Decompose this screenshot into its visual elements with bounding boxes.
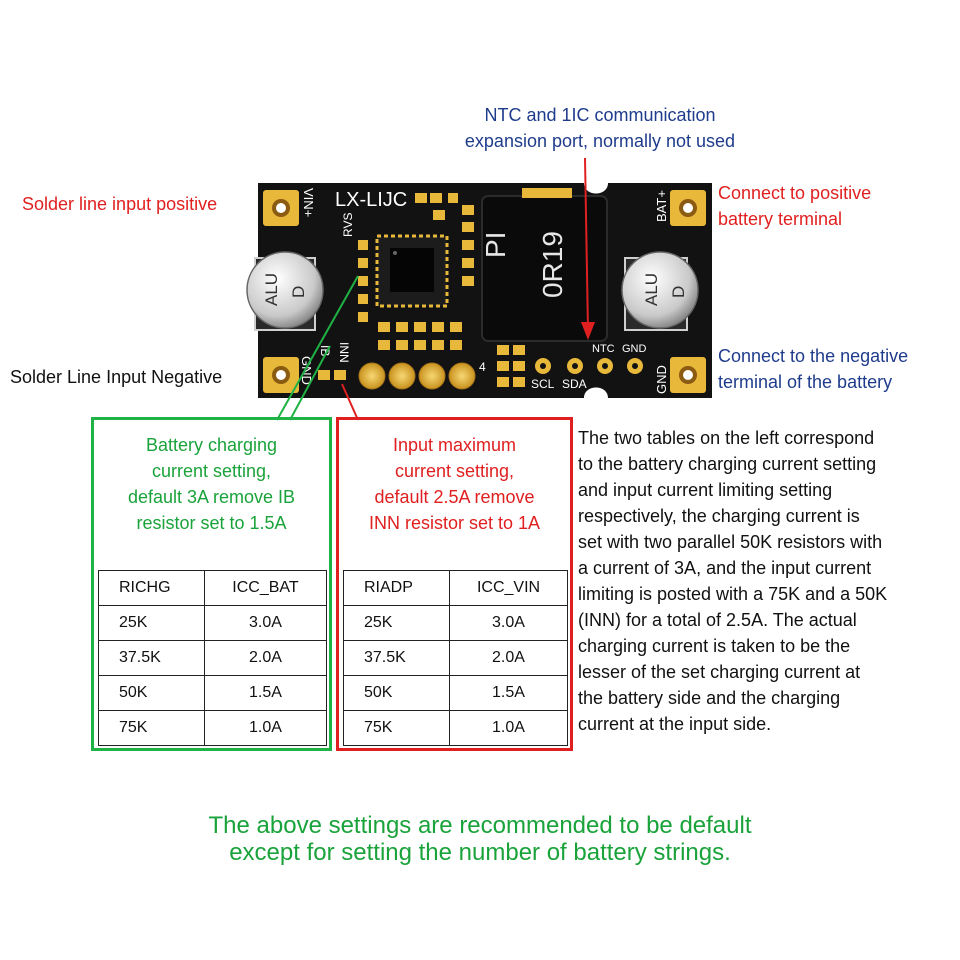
vin-pad [263, 190, 299, 226]
scl-pad-label: SCL [531, 377, 555, 391]
inductor-label-1: PI [480, 231, 511, 258]
input-title-line-4: INN resistor set to 1A [368, 513, 541, 533]
table-cell: 25K [344, 606, 450, 641]
description-line: lesser of the set charging current at [578, 662, 861, 682]
input-box-title [339, 432, 570, 536]
gnd-pad-label: GND [622, 343, 647, 355]
table-cell: 1.5A [450, 676, 568, 711]
vin-plus-label: VIN+ [301, 188, 316, 218]
description-line: (INN) for a total of 2.5A. The actual [578, 610, 857, 630]
header-cell: RIADP [344, 571, 450, 606]
table-cell: 3.0A [450, 606, 568, 641]
num-4-label: 4 [479, 360, 486, 374]
header-cell: ICC_BAT [205, 571, 327, 606]
inductor-label-2: 0R19 [537, 231, 568, 298]
rvs-label: RVS [341, 212, 355, 237]
table-cell: 37.5K [344, 641, 450, 676]
ntc-pad-label: NTC [592, 343, 615, 355]
charging-current-table [98, 570, 327, 746]
charging-title-line-2: current setting, [151, 461, 272, 481]
description-line: The two tables on the left correspond [578, 428, 875, 448]
table-row [344, 711, 568, 746]
battery-negative-line-2: terminal of the battery [718, 372, 893, 392]
table-cell: 25K [99, 606, 205, 641]
bat-plus-label: BAT+ [654, 190, 669, 222]
gnd-pad-left [263, 357, 299, 393]
ntc-port-line-2: expansion port, normally not used [464, 131, 736, 151]
input-positive-annotation: Solder line input positive [22, 194, 218, 214]
description-line: charging current is taken to be the [578, 636, 851, 656]
table-cell: 1.0A [205, 711, 327, 746]
ic-chip [377, 236, 447, 306]
table-cell: 75K [344, 711, 450, 746]
table-row [344, 641, 568, 676]
table-cell: 1.5A [205, 676, 327, 711]
description-line: set with two parallel 50K resistors with [578, 532, 883, 552]
table-cell: 2.0A [205, 641, 327, 676]
inn-label: INN [337, 342, 351, 363]
description-paragraph [578, 425, 950, 737]
input-current-box [336, 417, 573, 751]
gnd-right-label: GND [654, 365, 669, 394]
battery-negative-line-1: Connect to the negative [718, 346, 909, 366]
input-negative-annotation: Solder Line Input Negative [10, 367, 223, 387]
table-header-row [99, 571, 327, 606]
footer-line-1: The above settings are recommended to be default [208, 812, 752, 839]
table-row [344, 606, 568, 641]
table-row [344, 676, 568, 711]
description-line: current at the input side. [578, 714, 772, 734]
table-cell: 50K [99, 676, 205, 711]
table-cell: 3.0A [205, 606, 327, 641]
table-cell: 75K [99, 711, 205, 746]
table-header-row [344, 571, 568, 606]
gnd-pad-right [670, 357, 706, 393]
header-cell: ICC_VIN [450, 571, 568, 606]
charging-title-line-3: default 3A remove IB [127, 487, 296, 507]
ib-label: IB [318, 345, 332, 357]
cap-left-label-2: D [289, 285, 308, 298]
battery-positive-line-2: battery terminal [718, 209, 843, 229]
input-title-line-1: Input maximum [392, 435, 517, 455]
description-line: a current of 3A, and the input current [578, 558, 872, 578]
table-cell: 1.0A [450, 711, 568, 746]
ntc-port-line-1: NTC and 1IC communication [484, 105, 716, 125]
input-title-line-2: current setting, [394, 461, 515, 481]
description-line: the battery side and the charging [578, 688, 841, 708]
cap-right-label-1: ALU [642, 272, 661, 306]
description-line: and input current limiting setting [578, 480, 833, 500]
table-row [99, 676, 327, 711]
input-current-table [343, 570, 568, 746]
charging-current-box [91, 417, 332, 751]
bat-pad [670, 190, 706, 226]
description-line: limiting is posted with a 75K and a 50K [578, 584, 888, 604]
table-row [99, 711, 327, 746]
footer-line-2: except for setting the number of battery strings. [229, 839, 731, 866]
description-line: respectively, the charging current is [578, 506, 860, 526]
description-line: to the battery charging current setting [578, 454, 877, 474]
charging-box-title [94, 432, 329, 536]
charging-title-line-1: Battery charging [145, 435, 278, 455]
table-cell: 37.5K [99, 641, 205, 676]
cap-right-label-2: D [669, 285, 688, 298]
board-model-label: LX-LIJC [335, 189, 408, 211]
battery-positive-line-1: Connect to positive [718, 183, 872, 203]
header-cell: RICHG [99, 571, 205, 606]
table-cell: 50K [344, 676, 450, 711]
table-cell: 2.0A [450, 641, 568, 676]
table-row [99, 606, 327, 641]
capacitor-left [247, 252, 323, 330]
table-row [99, 641, 327, 676]
sda-pad-label: SDA [562, 377, 587, 391]
cap-left-label-1: ALU [262, 272, 281, 306]
charging-title-line-4: resistor set to 1.5A [136, 513, 287, 533]
gnd-left-label: GND [299, 356, 314, 385]
input-title-line-3: default 2.5A remove [374, 487, 535, 507]
footer-note [0, 812, 960, 866]
